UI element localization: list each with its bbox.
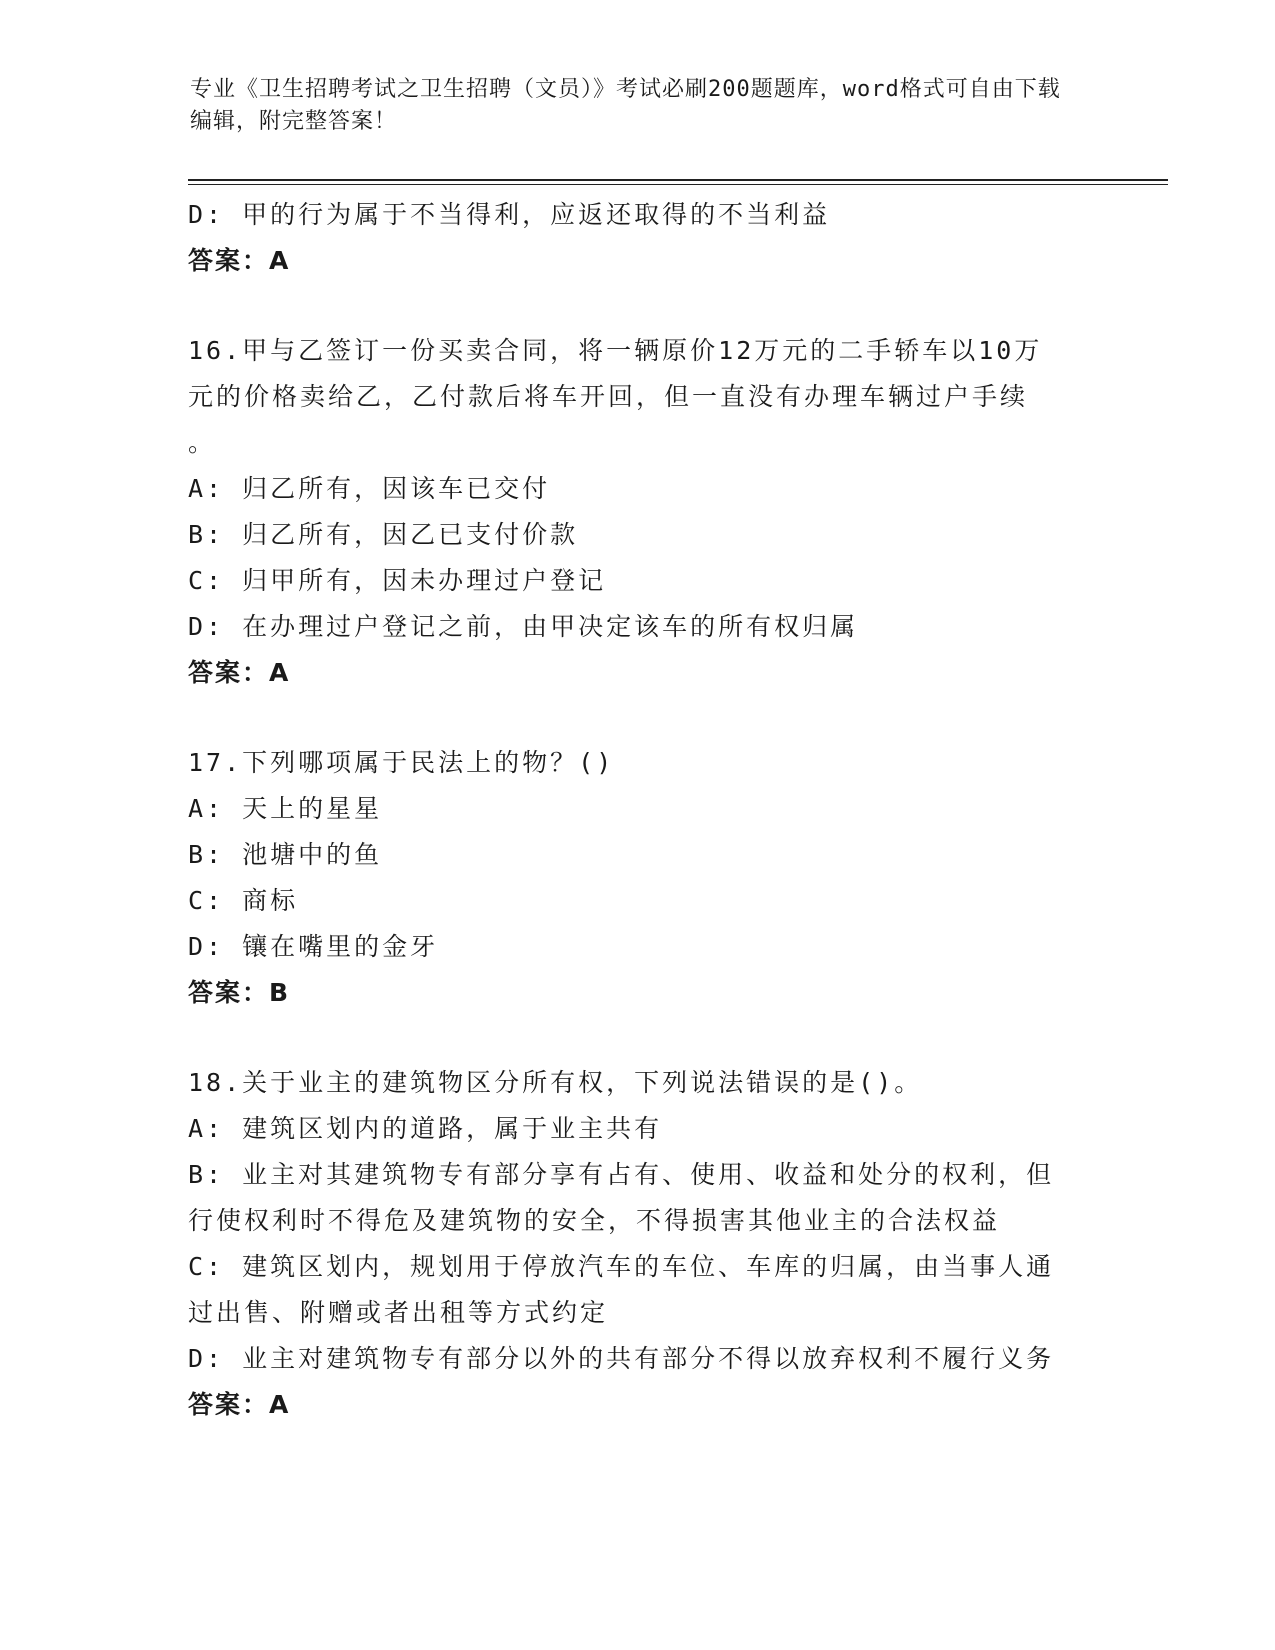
- answer: 答案：A: [188, 246, 291, 275]
- option-a: A: 天上的星星: [188, 794, 383, 823]
- option-c-continued: 过出售、附赠或者出租等方式约定: [188, 1298, 609, 1327]
- option-d: D: 在办理过户登记之前，由甲决定该车的所有权归属: [188, 612, 859, 641]
- question-17: [188, 740, 1088, 1016]
- option-c: C: 建筑区划内，规划用于停放汽车的车位、车库的归属，由当事人通: [188, 1252, 1055, 1281]
- option-b: B: 归乙所有，因乙已支付价款: [188, 520, 579, 549]
- document-header: 专业《卫生招聘考试之卫生招聘（文员）》考试必刷200题题库，word格式可自由下载编辑，附完整答案！: [190, 77, 1061, 134]
- option-b-continued: 行使权利时不得危及建筑物的安全，不得损害其他业主的合法权益: [188, 1206, 1001, 1235]
- option-d: D: 甲的行为属于不当得利，应返还取得的不当利益: [188, 200, 831, 229]
- answer: 答案：A: [188, 658, 291, 687]
- question-stem: 18.关于业主的建筑物区分所有权，下列说法错误的是()。: [188, 1068, 923, 1097]
- option-c: C: 商标: [188, 886, 299, 915]
- answer: 答案：A: [188, 1390, 291, 1419]
- question-16: [188, 328, 1088, 696]
- option-d: D: 镶在嘴里的金牙: [188, 932, 439, 961]
- option-a: A: 归乙所有，因该车已交付: [188, 474, 551, 503]
- question-stem-continued: 元的价格卖给乙，乙付款后将车开回，但一直没有办理车辆过户手续: [188, 382, 1029, 411]
- question-18: [188, 1060, 1088, 1428]
- question-stem-end: 。: [188, 428, 214, 457]
- option-d: D: 业主对建筑物专有部分以外的共有部分不得以放弃权利不履行义务: [188, 1344, 1055, 1373]
- option-c: C: 归甲所有，因未办理过户登记: [188, 566, 607, 595]
- option-a: A: 建筑区划内的道路，属于业主共有: [188, 1114, 663, 1143]
- header-rule-thick: [188, 179, 1168, 181]
- option-b: B: 业主对其建筑物专有部分享有占有、使用、收益和处分的权利，但: [188, 1160, 1055, 1189]
- previous-question-tail: [188, 192, 1088, 284]
- header-rule-thin: [188, 184, 1168, 185]
- document-body: [188, 192, 1088, 1428]
- answer: 答案：B: [188, 978, 291, 1007]
- option-b: B: 池塘中的鱼: [188, 840, 383, 869]
- question-stem: 17.下列哪项属于民法上的物？(): [188, 748, 615, 777]
- question-stem: 16.甲与乙签订一份买卖合同，将一辆原价12万元的二手轿车以10万: [188, 336, 1043, 365]
